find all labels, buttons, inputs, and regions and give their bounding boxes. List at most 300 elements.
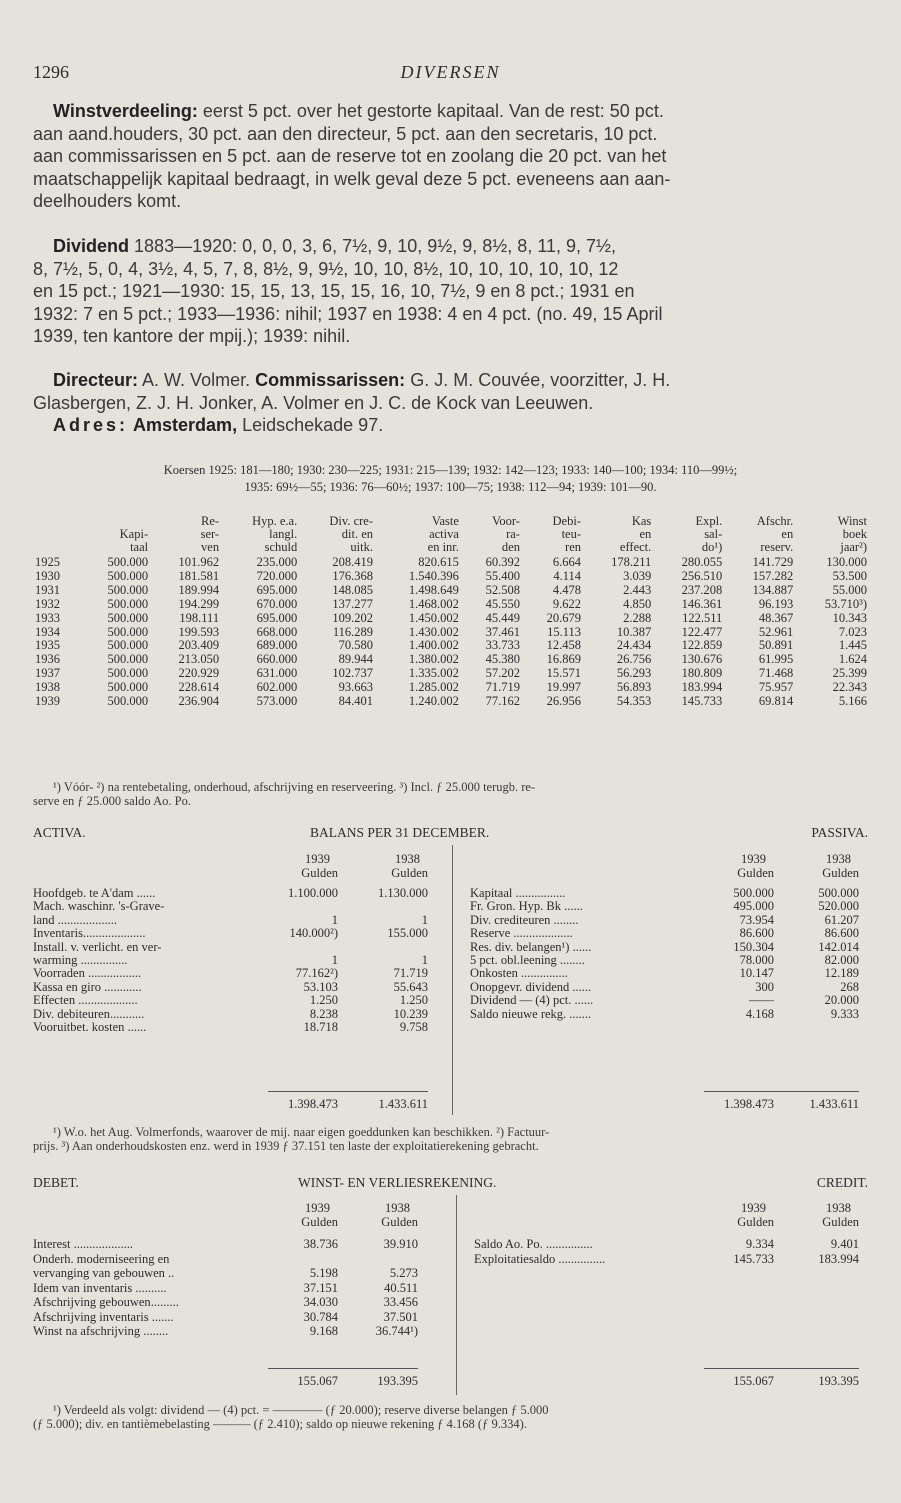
table-cell: 1925 <box>35 555 60 569</box>
footnote-line: ¹) Verdeeld als volgt: dividend — (4) pct. = ———— (ƒ 20.000); reserve diverse belangen ƒ 5.000 <box>53 1403 549 1417</box>
column-header <box>33 515 79 556</box>
table-cell: 1.624 <box>838 652 867 667</box>
value-1939: 140.000²) <box>289 926 338 941</box>
table-cell: 148.085 <box>332 582 373 597</box>
leader-dots: ...... <box>571 993 594 1008</box>
value-1939: 495.000 <box>733 899 774 914</box>
table-cell: 16.869 <box>546 652 581 667</box>
table-cell: 61.995 <box>758 652 794 667</box>
table-row <box>33 639 869 653</box>
table-cell: 6.664 <box>552 555 581 569</box>
table-cell: 2.443 <box>623 582 652 597</box>
table-row <box>33 695 869 709</box>
table-cell: 500.000 <box>107 624 149 639</box>
table-cell: 1934 <box>35 624 60 639</box>
footnote-line: serve en ƒ 25.000 saldo Ao. Po. <box>33 794 191 808</box>
total-1938: 193.395 <box>818 1374 859 1388</box>
ledger-label-text: Kapitaal <box>470 886 513 900</box>
table-cell: 220.929 <box>178 666 220 681</box>
leader-dots: ...... <box>124 1020 147 1034</box>
table-cell: 720.000 <box>256 568 298 583</box>
winstverdeeling-line: deelhouders komt. <box>33 191 182 211</box>
column-header: Debi- teu- ren <box>552 514 581 554</box>
column-header: Vaste activa en inr. <box>427 514 459 554</box>
table-cell: 4.850 <box>623 596 652 611</box>
value-1939: 9.334 <box>745 1237 774 1251</box>
table-cell: 84.401 <box>338 694 373 709</box>
table-cell: 1.400.002 <box>408 638 459 653</box>
leader-dots: ....... <box>566 1006 592 1021</box>
value-1939: 30.784 <box>303 1309 338 1324</box>
table-cell: 500.000 <box>107 596 149 611</box>
ledger-label-text: Hoofdgeb. te A'dam <box>33 886 134 900</box>
table-cell: 500.000 <box>107 555 149 569</box>
table-row <box>33 667 869 681</box>
table-cell: 213.050 <box>178 652 220 667</box>
year-heading-1938: 1938 <box>826 852 851 866</box>
value-1938: 39.910 <box>383 1237 418 1251</box>
value-1939: 9.168 <box>309 1324 338 1338</box>
balans-footnote <box>33 1125 549 1153</box>
balans-title: BALANS PER 31 DECEMBER. <box>310 825 490 840</box>
dividend-section <box>33 235 868 348</box>
value-1938: 268 <box>840 979 859 994</box>
table-cell: 26.756 <box>616 652 652 667</box>
table-cell: 52.508 <box>485 582 520 597</box>
ledger-label-text: Vooruitbet. kosten <box>33 1020 125 1034</box>
total-1938: 1.433.611 <box>809 1097 859 1111</box>
table-cell: 280.055 <box>681 555 723 569</box>
leader-dots: ...... <box>133 886 156 900</box>
table-cell: 33.733 <box>485 638 520 653</box>
footnote-line: ¹) Vóór- ²) na rentebetaling, onderhoud, afschrijving en reserveering. ³) Incl. ƒ 25.000 terugb. re- <box>53 780 536 794</box>
ledger-label-text: Idem van inventaris <box>33 1280 133 1295</box>
ledger-label <box>33 1295 283 1310</box>
footnote-line: prijs. ³) Aan onderhoudskosten enz. werd in 1939 ƒ 37.151 ten laste der exploitatierekening gebracht. <box>33 1139 539 1153</box>
table-cell: 820.615 <box>418 555 459 569</box>
table-cell: 25.399 <box>832 666 867 681</box>
ledger-label-text: Reserve <box>470 926 511 941</box>
value-1939: 145.733 <box>733 1251 774 1266</box>
value-1938: 36.744¹) <box>375 1324 418 1338</box>
wv-left-title: DEBET. <box>33 1175 79 1190</box>
table-cell: 45.449 <box>485 610 520 625</box>
winstverdeeling-line: eerst 5 pct. over het gestorte kapitaal. Van de rest: 50 pct. <box>202 101 664 121</box>
table-cell: 602.000 <box>256 680 298 695</box>
unit-heading: Gulden <box>737 866 774 880</box>
table-cell: 22.343 <box>832 680 867 695</box>
table-cell: 56.893 <box>616 680 652 695</box>
table-row <box>33 626 869 640</box>
leader-dots: ........ <box>556 953 585 967</box>
table-cell: 1.285.002 <box>408 680 459 695</box>
ledger-label-text: Dividend — (4) pct. <box>470 993 572 1008</box>
value-1939: 1 <box>331 912 338 927</box>
table-row <box>33 681 869 695</box>
table-row <box>33 556 869 570</box>
unit-heading: Gulden <box>737 1215 774 1229</box>
ledger-label-text: Voorraden <box>33 966 85 981</box>
total-1938: 1.433.611 <box>378 1097 428 1111</box>
column-divider <box>456 1195 457 1395</box>
total-rule <box>704 1091 859 1092</box>
table-cell: 189.994 <box>178 582 220 597</box>
table-row <box>33 570 869 584</box>
table-cell: 500.000 <box>107 680 149 695</box>
column-header: Kas en effect. <box>619 514 652 554</box>
table-cell: 55.000 <box>832 582 867 597</box>
ledger-label <box>33 1266 283 1281</box>
unit-heading: Gulden <box>301 866 338 880</box>
table-cell: 500.000 <box>107 652 149 667</box>
column-header: Expl. sal- do¹) <box>695 514 723 554</box>
value-1939: 4.168 <box>745 1006 774 1021</box>
directeur-name: A. W. Volmer. <box>142 370 251 390</box>
ledger-label-text: vervanging van gebouwen <box>33 1266 165 1280</box>
value-1938: 86.600 <box>824 926 859 941</box>
table-cell: 48.367 <box>758 610 794 625</box>
table-cell: 69.814 <box>758 694 794 709</box>
table-row <box>33 612 869 626</box>
value-1938: 71.719 <box>393 966 428 981</box>
leader-dots: ................... <box>75 993 138 1008</box>
table-cell: 54.353 <box>616 694 652 709</box>
winstverdeeling-line: aan commissarissen en 5 pct. aan de reserve tot en zoolang die 20 pct. van het <box>33 146 667 166</box>
table-cell: 236.904 <box>178 694 220 709</box>
value-1939: 78.000 <box>739 953 774 967</box>
table-cell: 26.956 <box>546 694 581 709</box>
table-cell: 573.000 <box>256 694 298 709</box>
table-cell: 45.380 <box>485 652 520 667</box>
table-cell: 500.000 <box>107 694 149 709</box>
page-number: 1296 <box>33 62 69 82</box>
ledger-label-text: Interest <box>33 1237 71 1251</box>
table-cell: 500.000 <box>107 568 149 583</box>
table-cell: 4.114 <box>553 568 581 583</box>
ledger-label <box>33 1281 283 1296</box>
column-header: Hyp. e.a. langl. schuld <box>252 514 298 554</box>
value-1939: 300 <box>755 979 774 994</box>
leader-dots: ................ <box>512 886 566 900</box>
value-1938: 37.501 <box>383 1309 418 1324</box>
dividend-line: en 15 pct.; 1921—1930: 15, 15, 13, 15, 15, 16, 10, 7½, 9 en 8 pct.; 1931 en <box>33 281 635 301</box>
table-header-row <box>33 515 869 556</box>
value-1938: 1.130.000 <box>378 886 428 900</box>
ledger-label-text: Effecten <box>33 993 76 1008</box>
ledger-label-text: Onderh. moderniseering en <box>33 1251 170 1266</box>
year-heading-1939: 1939 <box>305 1201 330 1215</box>
table-cell: 56.293 <box>616 666 652 681</box>
ledger-label-text: Saldo Ao. Po. <box>474 1237 543 1251</box>
leader-dots: .......... <box>132 1280 167 1295</box>
year-heading-1938: 1938 <box>395 852 420 866</box>
leader-dots: ........ <box>140 1324 169 1338</box>
table-cell: 20.679 <box>546 610 581 625</box>
table-cell: 1935 <box>35 638 60 653</box>
table-cell: 89.944 <box>338 652 373 667</box>
koersen-block <box>33 462 868 496</box>
column-header: Winst boek jaar²) <box>837 514 867 554</box>
column-header: Voor- ra- den <box>491 514 520 554</box>
value-1938: 1.250 <box>399 993 428 1008</box>
table-cell: 15.113 <box>547 624 581 639</box>
table-cell: 137.277 <box>332 596 373 611</box>
value-1939: 77.162²) <box>295 966 338 981</box>
table-cell: 71.719 <box>485 680 520 695</box>
ledger-label-text: Exploitatiesaldo <box>474 1251 556 1266</box>
ledger-label-text: Afschrijving inventaris <box>33 1309 149 1324</box>
table-cell: 199.593 <box>178 624 220 639</box>
table-row <box>33 598 869 612</box>
ledger-label-text: 5 pct. obl.leening <box>470 953 557 967</box>
table-cell: 1.498.649 <box>408 582 459 597</box>
table-cell: 145.733 <box>681 694 723 709</box>
table-cell: 12.458 <box>546 638 581 653</box>
value-1938: 183.994 <box>818 1251 859 1266</box>
table-cell: 660.000 <box>256 652 298 667</box>
ledger-label <box>33 1020 265 1035</box>
table-cell: 9.622 <box>552 596 581 611</box>
value-1939: 86.600 <box>739 926 774 941</box>
table-cell: 77.162 <box>485 694 520 709</box>
value-1938: 155.000 <box>387 926 428 941</box>
value-1939: —— <box>749 993 774 1008</box>
value-1938: 20.000 <box>824 993 859 1008</box>
ledger-label-text: Onkosten <box>470 966 518 981</box>
total-1939: 155.067 <box>733 1374 774 1388</box>
value-1939: 37.151 <box>303 1280 338 1295</box>
value-1938: 33.456 <box>383 1295 418 1309</box>
dividend-line: 1939, ten kantore der mpij.); 1939: nihil. <box>33 326 351 346</box>
wv-footnote <box>33 1403 549 1431</box>
value-1938: 9.758 <box>399 1020 428 1034</box>
table-cell: 256.510 <box>681 568 723 583</box>
financial-history-table <box>33 515 869 709</box>
table-cell: 53.710³) <box>824 596 867 611</box>
table-cell: 668.000 <box>256 624 298 639</box>
table-cell: 1.335.002 <box>408 666 459 681</box>
value-1939: 18.718 <box>303 1020 338 1034</box>
value-1938: 40.511 <box>384 1280 418 1295</box>
table-cell: 37.461 <box>485 624 520 639</box>
table-cell: 55.400 <box>485 568 520 583</box>
table-cell: 10.343 <box>832 610 867 625</box>
table-cell: 157.282 <box>752 568 794 583</box>
value-1938: 1 <box>421 912 428 927</box>
ledger-label-text: Inventaris <box>33 926 83 941</box>
unit-heading: Gulden <box>301 1215 338 1229</box>
leader-dots: ............... <box>542 1237 593 1251</box>
dividend-label: Dividend <box>53 236 130 256</box>
ledger-label-text: Mach. waschinr. 's-Grave- <box>33 899 165 914</box>
value-1938: 61.207 <box>824 912 859 927</box>
table-cell: 228.614 <box>178 680 220 695</box>
dividend-line: 8, 7½, 5, 0, 4, 3½, 4, 5, 7, 8, 8½, 9, 9½, 10, 10, 8½, 10, 10, 10, 10, 10, 12 <box>33 258 619 279</box>
table-cell: 1.445 <box>838 638 867 653</box>
table-cell: 180.809 <box>681 666 723 681</box>
table-cell: 1930 <box>35 568 60 583</box>
table-cell: 1.430.002 <box>408 624 459 639</box>
year-heading-1938: 1938 <box>826 1201 851 1215</box>
financial-table-footnote <box>33 780 535 808</box>
table-row <box>33 584 869 598</box>
value-1938: 9.401 <box>830 1237 859 1251</box>
table-cell: 1938 <box>35 680 60 695</box>
table-cell: 130.676 <box>681 652 723 667</box>
total-rule <box>268 1091 428 1092</box>
table-cell: 695.000 <box>256 610 298 625</box>
ledger-label <box>33 1252 283 1267</box>
leader-dots: ............... <box>517 966 568 981</box>
table-cell: 53.500 <box>832 568 867 583</box>
commissarissen-label: Commissarissen: <box>255 370 406 390</box>
table-cell: 52.961 <box>758 624 794 639</box>
table-cell: 122.477 <box>681 624 723 639</box>
ledger-label-text: Fr. Gron. Hyp. Bk <box>470 899 561 914</box>
unit-heading: Gulden <box>381 1215 418 1229</box>
value-1938: 500.000 <box>818 886 859 900</box>
table-cell: 183.994 <box>681 680 723 695</box>
leader-dots: ....... <box>148 1309 174 1324</box>
balans-left-title: ACTIVA. <box>33 825 86 840</box>
table-cell: 45.550 <box>485 596 520 611</box>
table-cell: 500.000 <box>107 638 149 653</box>
value-1939: 8.238 <box>309 1006 338 1021</box>
unit-heading: Gulden <box>822 1215 859 1229</box>
table-cell: 237.208 <box>681 582 723 597</box>
table-cell: 122.859 <box>681 638 723 653</box>
ledger-label-text: land <box>33 912 55 927</box>
column-header: Re- ser- ven <box>200 514 220 554</box>
column-divider <box>452 845 453 1115</box>
table-cell: 500.000 <box>107 610 149 625</box>
value-1939: 500.000 <box>733 886 774 900</box>
leader-dots: ...... <box>560 899 583 914</box>
value-1938: 12.189 <box>824 966 859 981</box>
table-cell: 50.891 <box>758 638 794 653</box>
value-1938: 5.273 <box>389 1266 418 1280</box>
column-header: Afschr. en reserv. <box>756 514 794 554</box>
unit-heading: Gulden <box>391 866 428 880</box>
table-cell: 181.581 <box>178 568 220 583</box>
table-cell: 96.193 <box>758 596 794 611</box>
leader-dots: ......... <box>150 1295 179 1309</box>
table-cell: 198.111 <box>179 610 220 625</box>
leader-dots: ................... <box>70 1237 133 1251</box>
koersen-line: 1935: 69½—55; 1936: 76—60½; 1937: 100—75; 1938: 112—94; 1939: 101—90. <box>244 480 657 494</box>
table-cell: 134.887 <box>752 582 794 597</box>
table-cell: 1937 <box>35 666 60 681</box>
ledger-label-text: Winst na afschrijving <box>33 1324 141 1338</box>
table-cell: 1933 <box>35 610 60 625</box>
ledger-label <box>33 1324 283 1339</box>
table-cell: 1.468.002 <box>408 596 459 611</box>
table-cell: 122.511 <box>682 610 723 625</box>
table-cell: 194.299 <box>178 596 220 611</box>
year-heading-1939: 1939 <box>305 852 330 866</box>
table-cell: 176.368 <box>332 568 373 583</box>
value-1939: 5.198 <box>309 1266 338 1280</box>
table-cell: 116.289 <box>332 624 373 639</box>
leader-dots: ........ <box>550 912 579 927</box>
leader-dots: .. <box>164 1266 175 1280</box>
commissarissen-names: Glasbergen, Z. J. H. Jonker, A. Volmer en J. C. de Kock van Leeuwen. <box>33 392 594 413</box>
table-cell: 57.202 <box>485 666 520 681</box>
table-cell: 93.663 <box>338 680 373 695</box>
winstverdeeling-section <box>33 100 868 213</box>
wv-title: WINST- EN VERLIESREKENING. <box>298 1175 497 1190</box>
value-1938: 142.014 <box>818 939 859 954</box>
table-cell: 141.729 <box>752 555 794 569</box>
directeur-label: Directeur: <box>53 370 139 390</box>
table-cell: 7.023 <box>838 624 867 639</box>
leader-dots: ............ <box>101 979 142 994</box>
table-cell: 670.000 <box>256 596 298 611</box>
koersen-line: Koersen 1925: 181—180; 1930: 230—225; 1931: 215—139; 1932: 142—123; 1933: 140—100; 1934: 110—99½; <box>163 463 738 477</box>
table-cell: 15.571 <box>546 666 581 681</box>
adres-street: Leidschekade 97. <box>242 415 384 435</box>
leader-dots: ............... <box>77 953 128 967</box>
year-heading-1939: 1939 <box>741 1201 766 1215</box>
wv-right-title: CREDIT. <box>816 1175 868 1190</box>
table-cell: 4.478 <box>552 582 581 597</box>
table-cell: 1932 <box>35 596 60 611</box>
ledger-label-text: Install. v. verlicht. en ver- <box>33 939 162 954</box>
winstverdeeling-label: Winstverdeeling: <box>53 101 198 121</box>
table-cell: 1.240.002 <box>408 694 459 709</box>
value-1939: 150.304 <box>733 939 774 954</box>
value-1938: 9.333 <box>830 1006 859 1021</box>
table-cell: 695.000 <box>256 582 298 597</box>
table-cell: 1.380.002 <box>408 652 459 667</box>
table-cell: 5.166 <box>838 694 867 709</box>
ledger-label-text: Afschrijving gebouwen <box>33 1295 151 1309</box>
total-1939: 1.398.473 <box>288 1097 338 1111</box>
table-cell: 60.392 <box>485 555 520 569</box>
table-cell: 1.540.396 <box>408 568 459 583</box>
total-1939: 155.067 <box>297 1374 338 1388</box>
ledger-label-text: Div. debiteuren <box>33 1006 110 1021</box>
ledger-label-text: warming <box>33 953 78 967</box>
leader-dots: ............... <box>555 1251 606 1266</box>
leader-dots: ........... <box>109 1006 145 1021</box>
table-cell: 146.361 <box>681 596 723 611</box>
total-1939: 1.398.473 <box>724 1097 774 1111</box>
running-head: DIVERSEN <box>400 62 501 82</box>
table-cell: 631.000 <box>256 666 298 681</box>
leader-dots: ...... <box>569 979 592 994</box>
table-cell: 71.468 <box>758 666 794 681</box>
leader-dots: ................... <box>54 912 118 927</box>
ledger-label <box>474 1237 694 1252</box>
total-rule <box>268 1368 418 1369</box>
table-cell: 24.434 <box>616 638 652 653</box>
ledger-label <box>474 1252 694 1267</box>
value-1939: 38.736 <box>303 1237 338 1251</box>
column-header: Div. cre- dit. en uitk. <box>329 514 373 554</box>
value-1939: 53.103 <box>303 979 338 994</box>
total-1938: 193.395 <box>377 1374 418 1388</box>
leader-dots: .................... <box>82 926 146 941</box>
adres-label: Adres: <box>53 415 129 435</box>
leader-dots: ................... <box>510 926 573 941</box>
year-heading-1939: 1939 <box>741 852 766 866</box>
table-cell: 3.039 <box>623 568 652 583</box>
footnote-line: ¹) W.o. het Aug. Volmerfonds, waarover de mij. naar eigen goeddunken kan beschikken. ²) Factuur- <box>53 1125 550 1139</box>
value-1939: 10.147 <box>739 966 774 981</box>
leader-dots: ................. <box>84 966 142 981</box>
commissarissen-names: G. J. M. Couvée, voorzitter, J. H. <box>410 370 671 390</box>
